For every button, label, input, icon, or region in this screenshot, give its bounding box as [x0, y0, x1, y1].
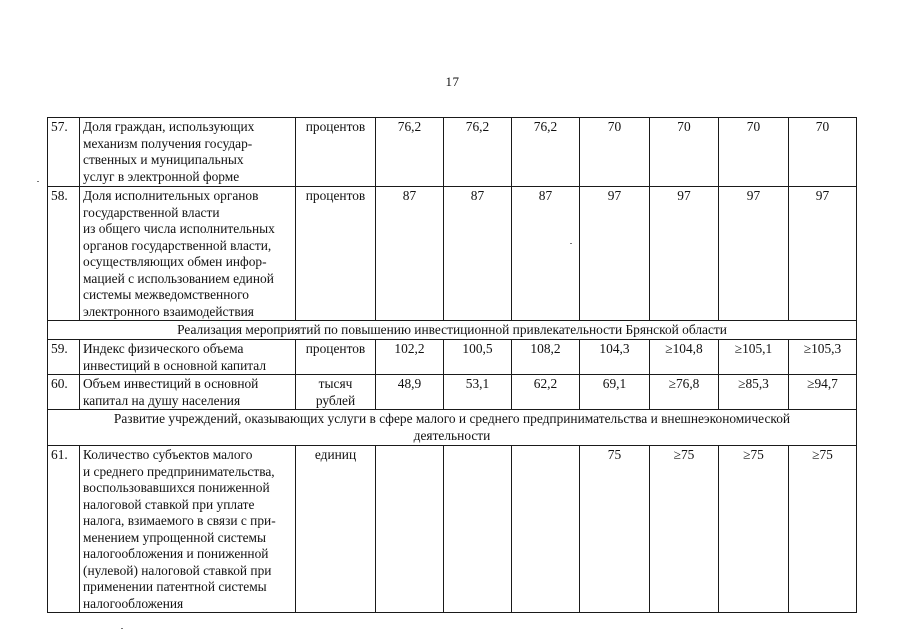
value-cell: ≥75: [719, 446, 789, 613]
row-number: 59.: [48, 340, 80, 375]
scan-speck: [37, 181, 39, 182]
indicator-name: Индекс физического объема инвестиций в основной капитал: [80, 340, 296, 375]
value-cell: 48,9: [376, 375, 444, 410]
value-cell: 76,2: [512, 118, 580, 187]
value-cell: 70: [580, 118, 650, 187]
indicator-name: Объем инвестиций в основной капитал на душу населения: [80, 375, 296, 410]
table-row: [48, 118, 857, 187]
indicators-table: [47, 117, 857, 613]
value-cell: 76,2: [444, 118, 512, 187]
value-cell: 97: [580, 187, 650, 321]
row-number: 61.: [48, 446, 80, 613]
section-heading-investment: Реализация мероприятий по повышению инвестиционной привлекательности Брянской области: [48, 321, 857, 340]
value-cell: ≥85,3: [719, 375, 789, 410]
value-cell: 97: [789, 187, 857, 321]
row-number: 58.: [48, 187, 80, 321]
table-row: [48, 375, 857, 410]
value-cell: ≥75: [650, 446, 719, 613]
value-cell: ≥75: [789, 446, 857, 613]
value-cell: [512, 446, 580, 613]
value-cell: ≥76,8: [650, 375, 719, 410]
value-cell: 102,2: [376, 340, 444, 375]
value-cell: 100,5: [444, 340, 512, 375]
value-cell: 69,1: [580, 375, 650, 410]
value-cell: 104,3: [580, 340, 650, 375]
page-number: 17: [445, 74, 460, 89]
value-cell: 75: [580, 446, 650, 613]
section-row: [48, 321, 857, 340]
value-cell: 62,2: [512, 375, 580, 410]
scan-speck: [570, 243, 572, 244]
section-heading-sme: Развитие учреждений, оказывающих услуги в сфере малого и среднего предпринимательства и внешнеэкономической деятельности: [48, 410, 857, 446]
unit-cell: процентов: [296, 118, 376, 187]
unit-cell: процентов: [296, 340, 376, 375]
value-cell: 87: [444, 187, 512, 321]
value-cell: 76,2: [376, 118, 444, 187]
value-cell: 70: [719, 118, 789, 187]
value-cell: 70: [650, 118, 719, 187]
table-row: [48, 187, 857, 321]
indicator-name: Доля граждан, использующих механизм получения государ- ственных и муниципальных услуг в электронной форме: [80, 118, 296, 187]
value-cell: 97: [650, 187, 719, 321]
unit-cell: единиц: [296, 446, 376, 613]
section-row: [48, 410, 857, 446]
value-cell: ≥105,1: [719, 340, 789, 375]
value-cell: ≥94,7: [789, 375, 857, 410]
value-cell: 87: [512, 187, 580, 321]
table-row: [48, 446, 857, 613]
indicator-name: Доля исполнительных органов государственной власти из общего числа исполнительных органов государственной власти, осуществляющих обмен инфор- мацией с использованием единой системы межведомственного электронного взаимодействия: [80, 187, 296, 321]
value-cell: [376, 446, 444, 613]
indicator-name: Количество субъектов малого и среднего предпринимательства, воспользовавшихся пониженной налоговой ставкой при уплате налога, взимаемого в связи с при- менением упрощенной системы налогообложения и пониженной (нулевой) налоговой ставкой при применении патентной системы налогообложения: [80, 446, 296, 613]
row-number: 60.: [48, 375, 80, 410]
value-cell: ≥104,8: [650, 340, 719, 375]
value-cell: 70: [789, 118, 857, 187]
value-cell: 87: [376, 187, 444, 321]
value-cell: 108,2: [512, 340, 580, 375]
value-cell: 53,1: [444, 375, 512, 410]
value-cell: [444, 446, 512, 613]
unit-cell: тысяч рублей: [296, 375, 376, 410]
table-row: [48, 340, 857, 375]
value-cell: 97: [719, 187, 789, 321]
row-number: 57.: [48, 118, 80, 187]
value-cell: ≥105,3: [789, 340, 857, 375]
unit-cell: процентов: [296, 187, 376, 321]
scan-speck: [121, 628, 123, 629]
